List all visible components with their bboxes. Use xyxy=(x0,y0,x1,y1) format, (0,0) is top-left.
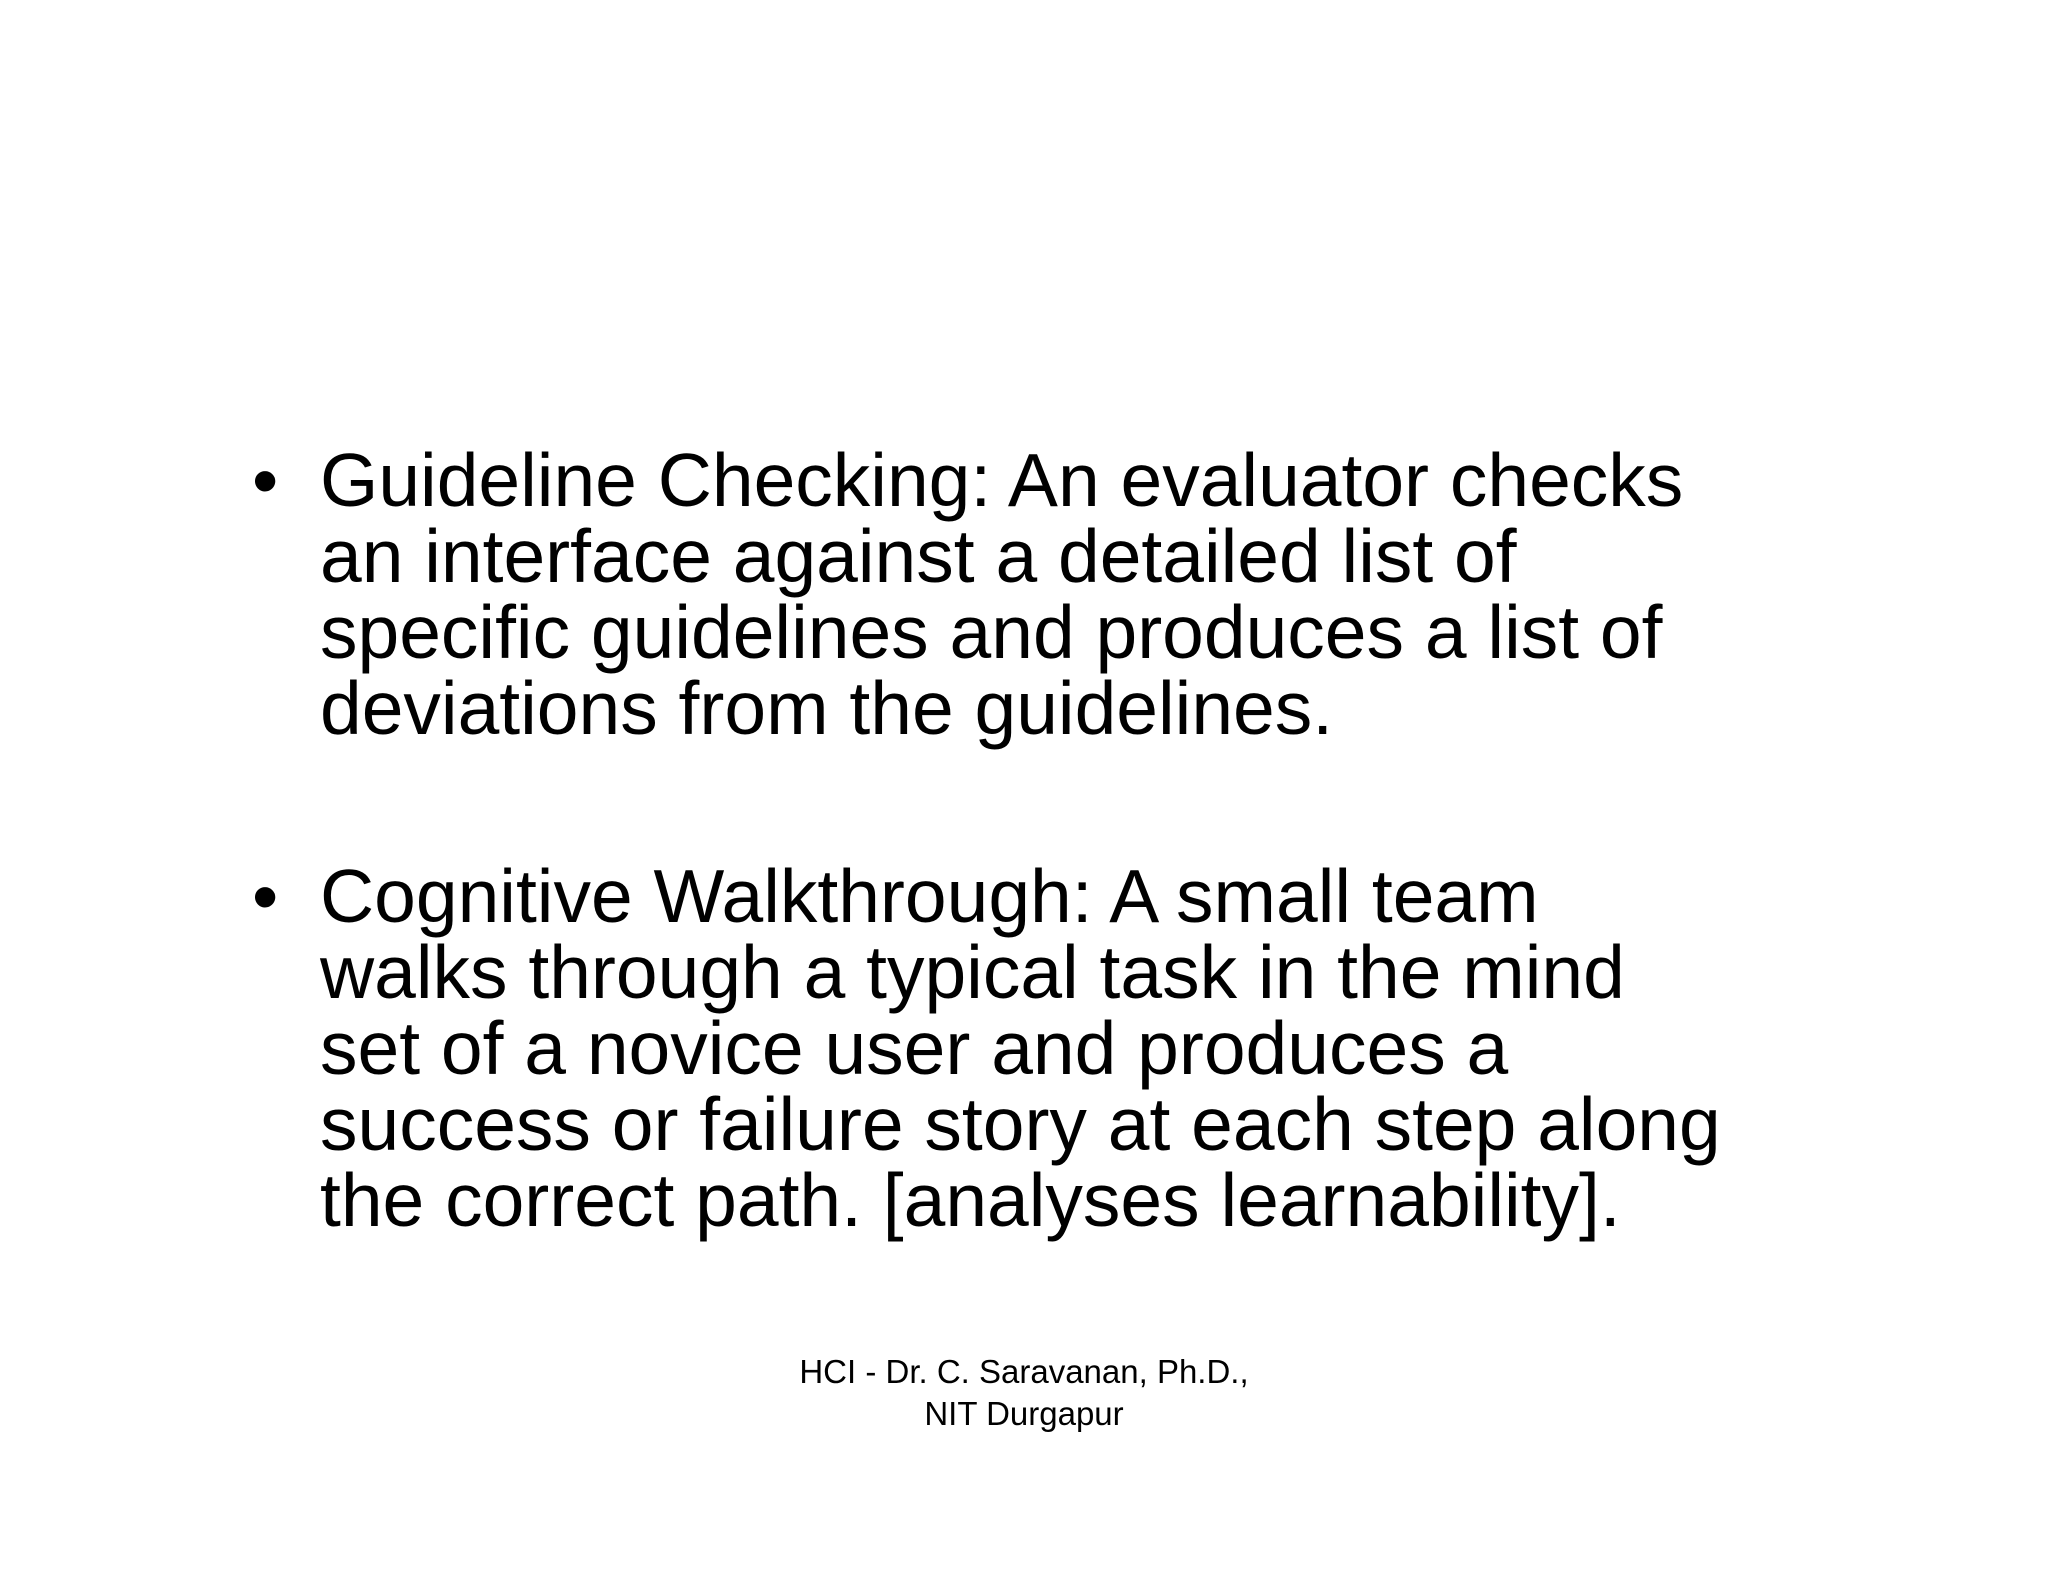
bullet-text-line: an interface against a detailed list of xyxy=(320,514,1517,598)
footer-author: HCI - Dr. C. Saravanan, Ph.D., xyxy=(799,1353,1249,1390)
bullet-text-line: the correct path. [analyses learnability]. xyxy=(320,1158,1621,1242)
bullet-text-line: Cognitive Walkthrough: A small team xyxy=(320,854,1539,938)
bullet-marker: • xyxy=(252,854,279,938)
bullet-item-cognitive-walkthrough xyxy=(252,854,1812,1242)
bullet-text-line: walks through a typical task in the mind xyxy=(320,930,1625,1014)
bullet-text-line: set of a novice user and produces a xyxy=(320,1006,1509,1090)
bullet-item-guideline-checking xyxy=(252,438,1812,750)
bullet-list xyxy=(252,438,1812,1242)
slide-footer xyxy=(0,1351,2048,1435)
bullet-marker: • xyxy=(252,438,279,522)
footer-institution: NIT Durgapur xyxy=(924,1395,1124,1432)
bullet-text-line: deviations from the guidelines. xyxy=(320,666,1334,750)
bullet-text-line: Guideline Checking: An evaluator checks xyxy=(320,438,1684,522)
bullet-text-line: success or failure story at each step along xyxy=(320,1082,1721,1166)
bullet-text-line: specific guidelines and produces a list of xyxy=(320,590,1663,674)
